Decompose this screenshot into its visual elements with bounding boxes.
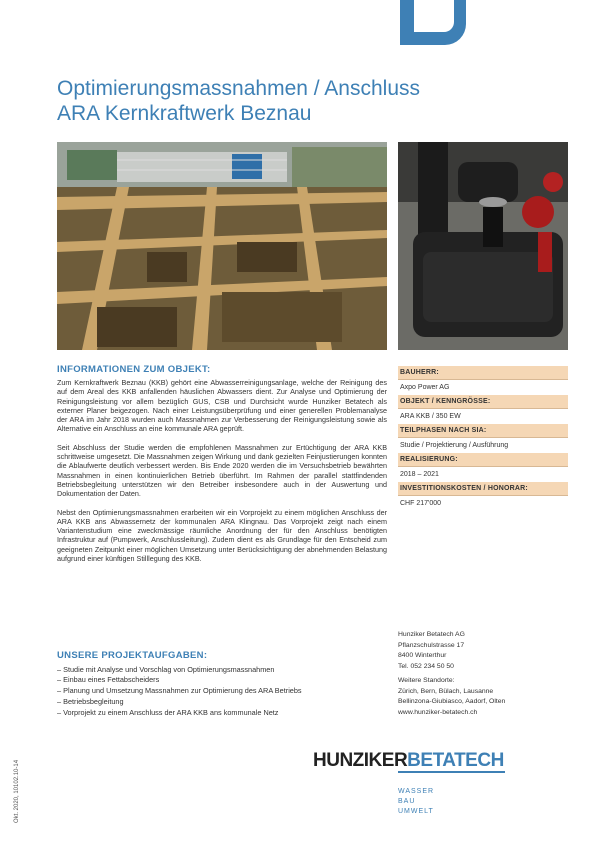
tasks-section (57, 651, 387, 718)
title-line-2: ARA Kernkraftwerk Beznau (57, 102, 312, 125)
locations-heading: Weitere Standorte: (398, 677, 455, 684)
phasen-label: TEILPHASEN NACH SIA: (398, 424, 568, 438)
task-item: – Einbau eines Fettabscheiders (57, 675, 160, 685)
task-item: – Studie mit Analyse und Vorschlag von Optimierungsmassnahmen (57, 664, 275, 674)
realisierung-label: REALISIERUNG: (398, 453, 568, 467)
info-heading: INFORMATIONEN ZUM OBJEKT: (57, 364, 211, 375)
tagline (398, 787, 434, 817)
address-phone: Tel. 052 234 50 50 (398, 662, 454, 670)
document-date-text: Okt. 2020, 10102.10-14 (14, 759, 20, 823)
locations-line: Bellinzona-Giubiasco, Aadorf, Olten (398, 698, 506, 705)
kosten-label: INVESTITIONSKOSTEN / HONORAR: (398, 482, 568, 496)
page-title (57, 76, 477, 126)
company-address (398, 630, 568, 718)
info-section (57, 364, 387, 572)
document-date-note (14, 745, 24, 825)
tagline-item: WASSER (398, 788, 435, 795)
objekt-value: ARA KKB / 350 EW (400, 413, 461, 420)
bauherr-label: BAUHERR: (398, 366, 568, 380)
locations-line: Zürich, Bern, Bülach, Lausanne (398, 687, 494, 695)
brand-logo (313, 750, 513, 772)
project-facts-table (398, 366, 568, 511)
address-line: 8400 Winterthur (398, 652, 447, 659)
title-line-1: Optimierungsmassnahmen / Anschluss (57, 77, 420, 100)
task-item: – Vorprojekt zu einem Anschluss der ARA KKB ans kommunale Netz (57, 707, 279, 717)
task-item: – Betriebsbegleitung (57, 696, 124, 706)
address-line: Hunziker Betatech AG (398, 631, 465, 638)
brand-part-1: HUNZIKER (313, 750, 408, 771)
tasks-heading: UNSERE PROJEKTAUFGABEN: (57, 650, 208, 661)
photo-pump-unit (398, 142, 568, 350)
brand-underline (398, 771, 505, 773)
website-link[interactable]: www.hunziker-betatech.ch (398, 708, 478, 716)
phasen-value: Studie / Projektierung / Ausführung (400, 442, 509, 449)
bauherr-value: Axpo Power AG (400, 384, 450, 391)
info-body (57, 378, 387, 563)
kosten-value: CHF 217'000 (400, 500, 442, 507)
tasks-list (57, 665, 387, 719)
task-item: – Planung und Umsetzung Massnahmen zur Optimierung des ARA Betriebs (57, 686, 302, 696)
tagline-item: UMWELT (398, 808, 434, 815)
logo-mark-icon (400, 0, 466, 45)
info-paragraph-3: Nebst den Optimierungsmassnahmen erarbeiten wir ein Vorprojekt zu einem möglichen Anschluss der ARA KKB ans Abwassernetz der kommunalen ARA Klingnau. Das Vorprojekt zeigt nach einem Variantenstudium eine zweckmässige räumliche Anordnung der für den Anschluss benötigten Infrastruktur auf (Pumpwerk, Anschlussleitung). Zudem dient es als Grundlage für den Entscheid zum geeigneten Zeitpunkt einer möglichen Umsetzung unter Berücksichtigung der abnehmenden Belastung aufgrund einer künftigen Stilllegung des KKB. (57, 507, 387, 564)
photo-treatment-basins (57, 142, 387, 350)
address-line: Pflanzschulstrasse 17 (398, 641, 465, 649)
tagline-item: BAU (398, 798, 416, 805)
brand-part-2: BETATECH (407, 750, 504, 771)
info-paragraph-2: Seit Abschluss der Studie werden die empfohlenen Massnahmen zur Ertüchtigung der ARA KKB schrittweise umgesetzt. Die Massnahmen zeigen Wirkung und dank gezielten Feinjustierungen konnten die Ablaufwerte deutlich verbessert werden. Bis Ende 2020 werden die im Versuchsbetrieb bewährten Massnahmen in einen kontinuierlichen Betrieb überführt. Im Rahmen der parallel stattfindenden Betriebsbegleitung unterstützen wir den Betreiber insbesondere auch in der Auswertung und Dokumentation der Daten. (57, 442, 387, 499)
objekt-label: OBJEKT / KENNGRÖSSE: (398, 395, 568, 409)
realisierung-value: 2018 – 2021 (400, 471, 439, 478)
info-paragraph-1: Zum Kernkraftwerk Beznau (KKB) gehört eine Abwasserreinigungsanlage, welche der Reinigung des auf dem Areal des KKB anfallenden häuslichen Abwassers dient. Zur Analyse und Optimierung der Reinigungsleistung vor allem bezüglich GUS, CSB und Durchsicht wurde Hunziker Betatech als externer Planer beigezogen. Nach einer Leistungsüberprüfung und einer generellen Problemanalyse der ARA im Jahr 2018 wurden auch Massnahmen zur Verbesserung der Reinigungsleistung sowie als Alternative ein Anschluss an eine kommunale ARA geprüft. (57, 378, 387, 434)
